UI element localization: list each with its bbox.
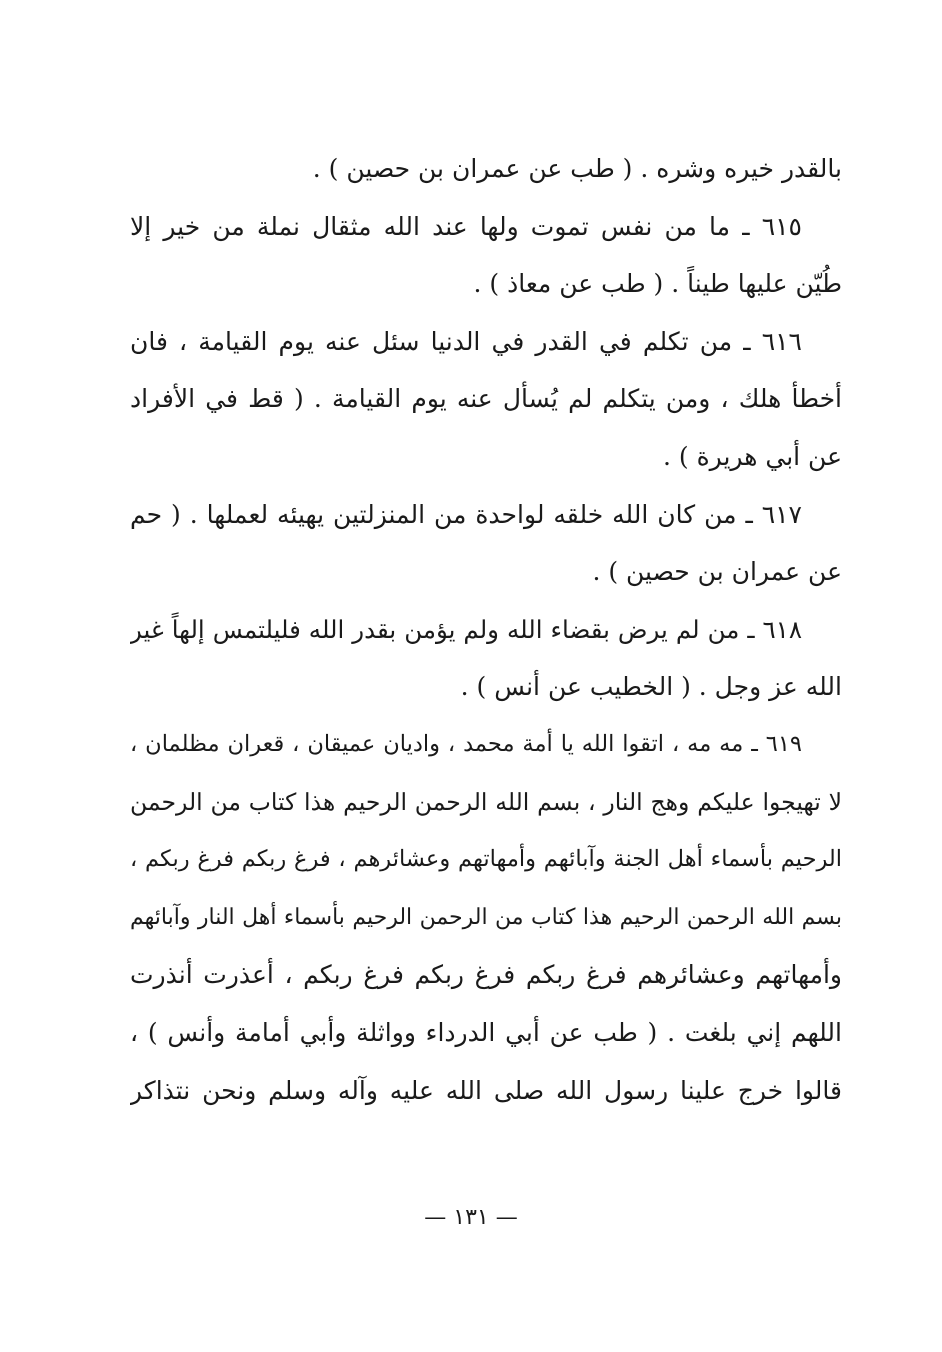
text-line: طُيّن عليها طيناً . ( طب عن معاذ ) . <box>473 269 842 299</box>
text-line: بسم الله الرحمن الرحيم هذا كتاب من الرحمن الرحيم بأسماء أهل النار وآبائهم <box>130 904 842 930</box>
text-line: الله عز وجل . ( الخطيب عن أنس ) . <box>460 672 842 702</box>
text-line: بالقدر خيره وشره . ( طب عن عمران بن حصين ) . <box>312 154 842 183</box>
text-line: ٦١٦ ـ من تكلم في القدر في الدنيا سئل عنه يوم القيامة ، فان <box>130 326 802 356</box>
text-line: عن عمران بن حصين ) . <box>592 557 842 587</box>
text-line: الرحيم بأسماء أهل الجنة وآبائهم وأمهاتهم وعشائرهم ، فرغ ربكم فرغ ربكم ، <box>130 846 842 873</box>
text-line: اللهم إني بلغت . ( طب عن أبي الدرداء وواثلة وأبي أمامة وأنس ) ، <box>130 1017 842 1047</box>
text-line: عن أبي هريرة ) . <box>662 441 842 471</box>
text-line: أخطأ هلك ، ومن يتكلم لم يُسأل عنه يوم القيامة . ( قط في الأفراد <box>130 384 842 414</box>
hadith-text <box>130 140 842 1119</box>
text-line: ٦١٨ ـ من لم يرض بقضاء الله ولم يؤمن بقدر الله فليلتمس إلهاً غير <box>130 614 802 644</box>
text-line: ٦١٧ ـ من كان الله خلقه لواحدة من المنزلتين يهيئه لعملها . ( حم <box>130 499 802 529</box>
text-line: ٦١٩ ـ مه مه ، اتقوا الله يا أمة محمد ، واديان عميقان ، قعران مظلمان ، <box>130 730 802 757</box>
text-line: ٦١٥ ـ ما من نفس تموت ولها عند الله مثقال نملة من خير إلا <box>130 211 802 241</box>
text-line: لا تهيجوا عليكم وهج النار ، بسم الله الرحمن الرحيم هذا كتاب من الرحمن <box>130 787 842 816</box>
text-line: وأمهاتهم وعشائرهم فرغ ربكم فرغ ربكم فرغ ربكم ، أعذرت أنذرت <box>130 960 842 990</box>
text-line: قالوا خرج علينا رسول الله صلى الله عليه وآله وسلم ونحن نتذاكر <box>130 1075 842 1105</box>
page-number: — ١٣١ — <box>424 1205 518 1230</box>
